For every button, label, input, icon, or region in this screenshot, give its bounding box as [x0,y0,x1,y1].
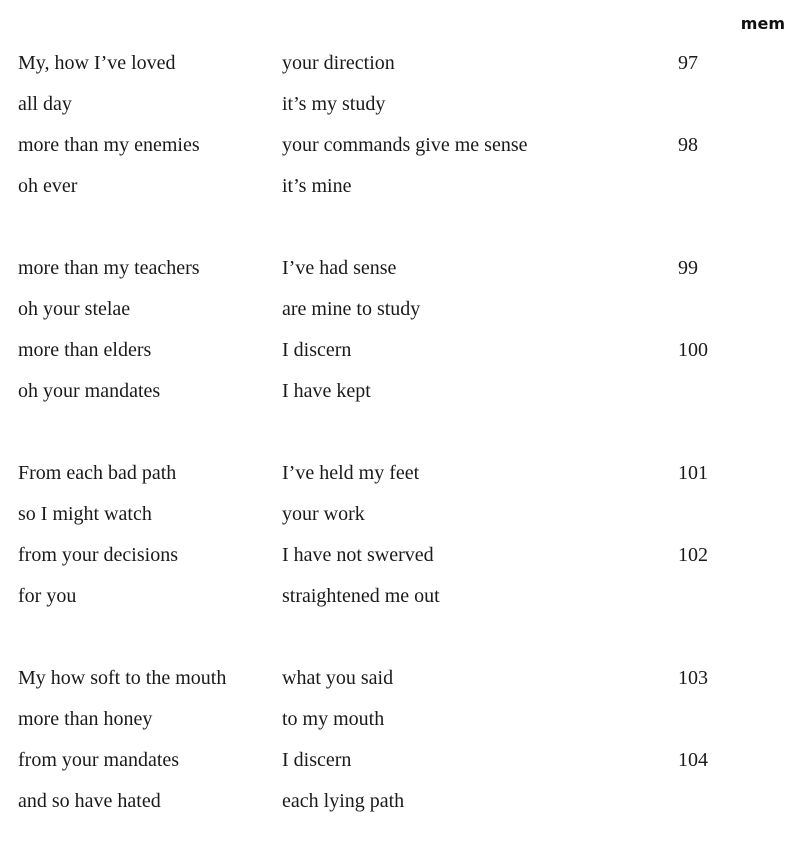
line-second-half: straightened me out [282,585,440,607]
line-first-half: all day [18,93,72,115]
poem-line [18,252,778,293]
poem-line [18,293,778,334]
line-first-half: oh ever [18,175,78,197]
verse-number: 99 [678,257,698,279]
line-second-half: your direction [282,52,395,74]
poem-line [18,785,778,826]
line-second-half: I’ve had sense [282,257,397,279]
line-first-half: From each bad path [18,462,177,484]
verse-number: 97 [678,52,698,74]
line-first-half: oh your stelae [18,298,131,320]
poem [18,47,778,867]
verse-number: 98 [678,134,698,156]
poem-line [18,498,778,539]
line-first-half: more than elders [18,339,152,361]
poem-line [18,88,778,129]
stanza [18,457,778,621]
line-second-half: I’ve held my feet [282,462,420,484]
poem-line [18,375,778,416]
verse-number: 104 [678,749,708,771]
poem-line [18,170,778,211]
line-first-half: more than my enemies [18,134,200,156]
stanza [18,47,778,211]
verse-number: 102 [678,544,708,566]
line-second-half: it’s my study [282,93,386,115]
line-first-half: My, how I’ve loved [18,52,176,74]
line-second-half: what you said [282,667,394,689]
line-second-half: your commands give me sense [282,134,528,156]
line-first-half: more than my teachers [18,257,200,279]
line-first-half: oh your mandates [18,380,161,402]
line-second-half: it’s mine [282,175,352,197]
line-second-half: your work [282,503,365,525]
poem-line [18,703,778,744]
line-first-half: for you [18,585,77,607]
stanza [18,662,778,826]
line-second-half: I discern [282,749,352,771]
line-second-half: to my mouth [282,708,385,730]
line-first-half: and so have hated [18,790,161,812]
line-second-half: I discern [282,339,352,361]
line-first-half: from your mandates [18,749,180,771]
line-second-half: each lying path [282,790,405,812]
poem-line [18,334,778,375]
poem-line [18,662,778,703]
poem-line [18,47,778,88]
line-second-half: I have not swerved [282,544,434,566]
verse-number: 101 [678,462,708,484]
line-first-half: My how soft to the mouth [18,667,227,689]
line-second-half: are mine to study [282,298,421,320]
poem-line [18,744,778,785]
poem-line [18,580,778,621]
verse-number: 100 [678,339,708,361]
line-first-half: from your decisions [18,544,178,566]
line-first-half: more than honey [18,708,153,730]
line-second-half: I have kept [282,380,371,402]
poem-line [18,129,778,170]
section-label: mem [740,14,785,33]
line-first-half: so I might watch [18,503,152,525]
poem-line [18,539,778,580]
verse-number: 103 [678,667,708,689]
stanza [18,252,778,416]
poem-line [18,457,778,498]
